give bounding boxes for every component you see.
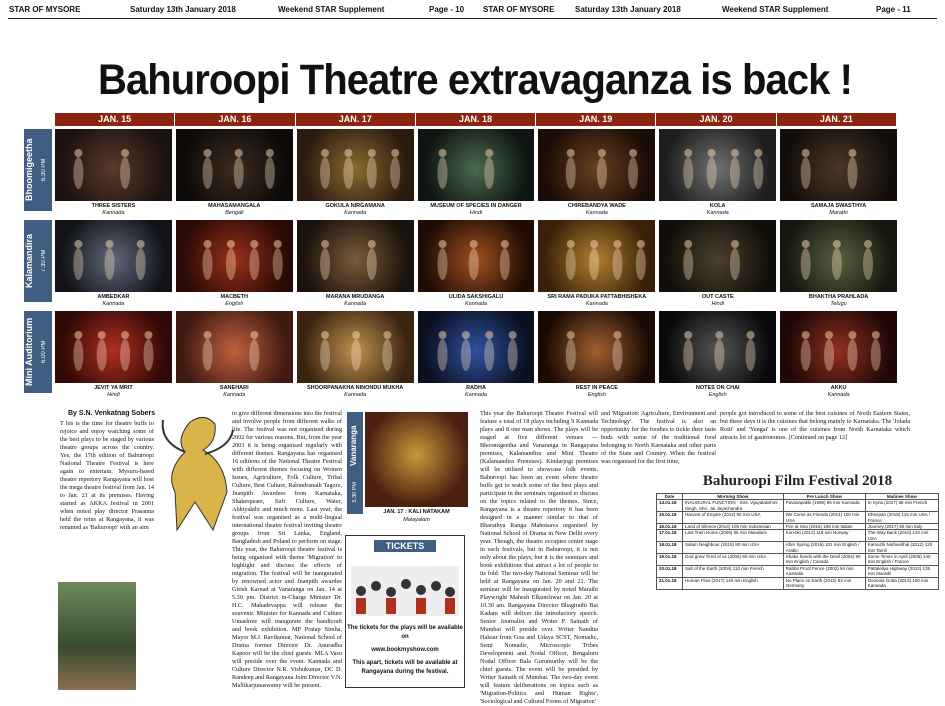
film-entry: Harvest of Empire (2012) 90 min USA [683, 512, 784, 524]
tickets-url[interactable]: www.bookmyshow.com [371, 647, 439, 653]
play-cell [659, 129, 776, 217]
play-title: CHIREBANDYA WADE [567, 203, 626, 209]
performer-figure [297, 311, 414, 383]
performer-figure [297, 129, 414, 201]
play-title: SAMAJA SWASTHYA [810, 203, 867, 209]
play-cell [176, 220, 293, 308]
play-photo [780, 129, 897, 201]
performer-figure [55, 311, 172, 383]
play-title: SRI RAMA PADUKA PATTABHISHEKA [547, 294, 647, 300]
film-row [657, 554, 939, 566]
vanaranga-label [347, 412, 363, 514]
date-label: JAN. 20 [656, 113, 776, 126]
play-cell [418, 129, 535, 217]
play-title: MAHASAMANGALA [208, 203, 261, 209]
play-photo [176, 220, 293, 292]
sculpture-photo [58, 582, 136, 690]
performer-figure [297, 220, 414, 292]
film-date: 21.01.18 [657, 577, 683, 589]
page-number-left: Page - 10 [429, 5, 465, 14]
play-language: Kannada [102, 210, 125, 216]
date-label: JAN. 16 [175, 113, 295, 126]
play-title: MUSEUM OF SPECIES IN DANGER [430, 203, 522, 209]
play-cell [538, 311, 655, 399]
date-label: JAN. 15 [55, 113, 175, 126]
play-photo [297, 311, 414, 383]
film-entry: Fire at Sea (2016) 108 min Italian [783, 524, 865, 530]
film-entry: Salam Neighbour (2015) 80 min USA [683, 542, 784, 554]
film-entry: Salt of the Earth (2004) 110 min French [683, 565, 784, 577]
play-title: AMBEDKAR [97, 294, 130, 300]
film-entry: Journey (2017) 90 min Italy [865, 524, 938, 530]
film-date: 14.01.18 [657, 500, 683, 512]
play-cell [659, 311, 776, 399]
play-language: Kannada [827, 392, 850, 398]
film-schedule-table [656, 493, 939, 590]
film-entry: Kon-tiki (2012) 118 min Norway [783, 530, 865, 542]
play-photo [297, 220, 414, 292]
play-cell [176, 311, 293, 399]
play-title: ULIDA SAKSHIGALU [448, 294, 504, 300]
film-date: 19.01.18 [657, 554, 683, 566]
tickets-line-2: This apart, tickets will be available at Rangayana during the festival. [352, 660, 458, 675]
performer-figure [176, 129, 293, 201]
page-header [0, 0, 945, 52]
film-entry: The Way Back (2010) 133 min USA [865, 530, 938, 542]
play-photo [780, 311, 897, 383]
performer-figure [659, 129, 776, 201]
play-title: REST IN PEACE [575, 385, 618, 391]
film-entry: Kamuzhi Nuthanithal (2012) 120 min Tamil [865, 542, 938, 554]
play-cell [780, 311, 897, 399]
film-col-header: Date [657, 494, 683, 500]
venue-label [24, 129, 52, 211]
play-photo [538, 311, 655, 383]
article-col-2: to give different dimensions into the festival and involve people from different walks of life. The festival was not organised during 2002 for various reasons. But, from the year 2003 it is being organised regularly with different themes. Rangayana has organised 16 editions of the National Theatre Festival with different themes focusing on Women Issues, Agriculture, Folk Culture, Tribal Culture, Best Culture, Rabindranath Tagore, Jnanpith Awardees from Karnataka, Shakespeare, Sufi Culture, Water, Abhiyakthi and much more. Last year, the festival was organised as a multi-lingual international theatre festival inviting theatre groups from Sri Lanka, England, Bangladesh and Poland to perform on stage. This year, the Bahuroopi theatre festival is being organised with theme 'Migration' to highlight and discuss the effects of migration. The festival will be inaugurated by renowned actor and Jnanpith awardee Girish Karnad at Vanaranga on Jan. 14 at 5.30 pm. District in-Charge Minister Dr. H.C. Mahadevappa will release the souvenir. Minister for Kannada and Culture Umashree will inaugurate the handicraft and book exhibition. MP Pratap Simha, Mayor M.J. Ravikumar, National School of Drama former Director Dr. Anuradha Kapoor will be the chief guests. MLA Vasu will preside over the event. Kannada and Culture Director N.R. Vishukumar, DC D. Randeep and Rangayana Joint Director V.N. Mallikarjunaswamy will be present. [232, 410, 342, 689]
tickets-box [345, 535, 465, 688]
film-row [657, 500, 939, 512]
page-number-right: Page - 11 [876, 5, 911, 14]
venue-label [24, 311, 52, 393]
byline: By S.N. Venkatnag Sobers [68, 410, 156, 417]
play-language: Kannada [706, 210, 729, 216]
play-photo [659, 311, 776, 383]
performer-figure [418, 220, 535, 292]
date-label: JAN. 18 [416, 113, 536, 126]
vanaranga-name: Vanaranga [349, 425, 358, 467]
play-cell [176, 129, 293, 217]
play-photo [780, 220, 897, 292]
film-row [657, 512, 939, 524]
venue-time: 7.30 PM [41, 249, 47, 273]
play-language: Kannada [585, 301, 608, 307]
play-title: NOTES ON CHAI [695, 385, 740, 391]
play-language: Kannada [344, 392, 367, 398]
venue-row [55, 220, 897, 308]
film-entry: Rabbit Proof Fence (2002) 94 min Australia [783, 565, 865, 577]
film-col-header: Pre Lunch Show [783, 494, 865, 500]
play-title: THREE SISTERS [91, 203, 136, 209]
performer-figure [659, 311, 776, 383]
film-col-header: Morning Show [683, 494, 784, 500]
film-entry: God grew Tired of us (2006) 90 min USA [683, 554, 784, 566]
performer-figure [55, 220, 172, 292]
film-row [657, 530, 939, 542]
play-cell [780, 220, 897, 308]
supplement-left: Weekend STAR Supplement [278, 5, 385, 14]
performer-figure [780, 220, 897, 292]
play-cell [55, 220, 172, 308]
play-language: Hindi [469, 210, 483, 216]
film-festival [656, 473, 939, 590]
film-col-header: Matinee Show [865, 494, 938, 500]
play-photo [659, 220, 776, 292]
tickets-line-1: The tickets for the plays will be available on [347, 625, 463, 640]
venue-name: Bhoomigeetha [24, 138, 34, 202]
film-entry: Land of Silence (2014) 105 min Indonesian [683, 524, 784, 530]
film-entry: After Spring (2016) 101 min English / Arabic [783, 542, 865, 554]
tickets-heading: TICKETS [374, 540, 436, 552]
venue-row [55, 311, 897, 399]
performer-figure [418, 311, 535, 383]
play-cell [538, 220, 655, 308]
film-row [657, 524, 939, 530]
film-entry: No Place on Earth (2012) 83 min Germany [783, 577, 865, 589]
film-entry: Shake hands with the Devil (2004) 90 min English / Canada [783, 554, 865, 566]
play-language: Marathi [829, 210, 848, 216]
play-title: SANEHARI [219, 385, 249, 391]
play-photo [538, 129, 655, 201]
play-photo [418, 311, 535, 383]
film-date: 16.01.18 [657, 524, 683, 530]
dancer-illustration [155, 412, 235, 532]
performer-figure [538, 311, 655, 383]
play-photo [55, 129, 172, 201]
film-row [657, 565, 939, 577]
crowd-illustration [346, 556, 464, 620]
play-language: Kannada [102, 301, 125, 307]
film-row [657, 542, 939, 554]
headline: Bahuroopi Theatre extravaganza is back ! [98, 56, 852, 104]
play-language: English [708, 392, 727, 398]
play-cell [780, 129, 897, 217]
performer-figure [538, 220, 655, 292]
kali-natakam-photo [365, 412, 468, 507]
play-language: Kannada [585, 210, 608, 216]
play-photo [418, 129, 535, 201]
play-photo [297, 129, 414, 201]
play-language: Hindi [107, 392, 120, 398]
film-entry: In Syria (2017) 85 min French [865, 500, 938, 512]
play-cell [659, 220, 776, 308]
play-cell [538, 129, 655, 217]
date-label: JAN. 17 [296, 113, 416, 126]
venue-time: 6.30 PM [41, 158, 47, 182]
film-entry: Doonola Gotta (2013) 100 min Kannada [865, 577, 938, 589]
play-language: Telugu [830, 301, 847, 307]
article-col-4: and 'Migration: Agriculture, Environment and Technology'. The festival is also an opportunity for the foodies to tickle their taste buds with some of the traditional food belonging to North Karnataka and other parts of the State and Country. When the festival was organised for the first time, [601, 410, 716, 465]
venue-label [24, 220, 52, 302]
film-date: 15.01.18 [657, 512, 683, 524]
play-title: RADHA [466, 385, 486, 391]
play-photo [55, 220, 172, 292]
performer-figure [780, 311, 897, 383]
play-language: Kannada [344, 301, 367, 307]
film-entry: Pavasapakki (1996) 96 min Kannada [783, 500, 865, 512]
play-language: Kannada [223, 392, 246, 398]
play-language: Kannada [344, 210, 367, 216]
film-date: 17.01.18 [657, 530, 683, 542]
performer-figure [538, 129, 655, 201]
paper-name-left: STAR OF MYSORE [9, 5, 81, 14]
play-cell [297, 220, 414, 308]
header-rule [8, 18, 937, 19]
venue-name: Mini Auditorium [24, 317, 34, 387]
performer-figure [176, 311, 293, 383]
film-entry: INAUGURAL FUNCTION - Smt. Vijayalakshmi Singh, Shri. Jai Jayachandra [683, 500, 784, 512]
venue-name: Kalamandira [24, 233, 34, 289]
film-entry: Pattaleliya Highway (2012) 135 min Marathi [865, 565, 938, 577]
play-language: English [587, 392, 606, 398]
play-title: JEVIT YA MRIT [94, 385, 133, 391]
play-title: MARANA MRUDANGA [325, 294, 385, 300]
vanaranga-lang: Malayalam [403, 517, 430, 523]
film-entry: Dheepan (2015) 115 min USA / France [865, 512, 938, 524]
performer-figure [418, 129, 535, 201]
film-entry: Last Train Home (2009) 85 min Mandarin [683, 530, 784, 542]
play-title: AKKU [830, 385, 847, 391]
play-cell [55, 311, 172, 399]
film-festival-title: Bahuroopi Film Festival 2018 [702, 473, 893, 489]
date-right: Saturday 13th January 2018 [575, 5, 681, 14]
play-title: MACBETH [220, 294, 249, 300]
vanaranga-caption: JAN. 17 : KALI NATAKAM [383, 509, 450, 515]
film-entry: Human Flow (2017) 140 min English [683, 577, 784, 589]
play-title: BHAKTHA PRAHLADA [808, 294, 869, 300]
play-title: GOKULA NIRGAMANA [325, 203, 385, 209]
play-photo [659, 129, 776, 201]
performer-figure [176, 220, 293, 292]
performer-figure [659, 220, 776, 292]
play-language: Kannada [464, 392, 488, 398]
play-language: English [225, 301, 244, 307]
play-cell [297, 129, 414, 217]
play-language: Hindi [711, 301, 724, 307]
play-photo [418, 220, 535, 292]
performer-figure [780, 129, 897, 201]
venue-time: 6.00 PM [41, 340, 47, 364]
article-col-1: T his is the time for theatre buffs to rejoice and enjoy watching some of the best plays to be staged by various theatre groups across the country. Yes, the 17th edition of Bahuroopi National Theatre Festival is here again to entertain. Mysuru-based theatre repertory Rangayana will host the mega theatre festival from Jan. 14 to Jan. 21 at its premises. Having started as AKKA festival in 2001 when noted play director Prasanna held the reins at Rangayana, it was renamed as 'Bahuroopi' with an aim [60, 420, 154, 531]
play-title: OUT CASTE [701, 294, 734, 300]
vanaranga-time: 5.30 PM [352, 482, 358, 503]
film-row [657, 577, 939, 589]
date-left: Saturday 13th January 2018 [130, 5, 236, 14]
play-language: Bengali [225, 210, 244, 216]
film-date: 18.01.18 [657, 542, 683, 554]
play-cell [418, 311, 535, 399]
play-cell [55, 129, 172, 217]
article-col-3: This year the Bahuroopi Theatre Festival will feature a total of 18 plays including 9 Kannada plays and 8 one man shows. The plays will be staged at five different venues — Bhoomigeetha and Vanaranga in Rangayana premises, Kalamandira and Mini Theatre (Kalamandira Premises). Kindarjogi premises will be utilised to showcase folk events. Bahuroopi has been an event where theatre buffs get to watch some of the best plays and participate in the seminars organised to discuss on the topics related to the themes. Since, Rangayana is a theatre repertory it has been designed in a manner similar to that of Bharathya Ranga Mahotsava organised by National School of Drama in New Delhi every year. Though, the theatre occupies centre stage in such festivals, but in Bahuroopi, it is not only about the plays, but it is the seminars and book exhibitions that attract a lot of people to its fold. The two-day National Seminar will be held at Rangayana on Jan. 20 and 21. The seminar will be inaugurated by noted Marathi Playwright Mahesh Elkunchwar on Jan. 20 at 10.30 am. Rangayana Director Bhagirathi Bai Kadam will deliver the introductory speech. Senior Journalist and Writer P. Sainath of Mumbai will preside over. Writer Nandita Haksar from Goa and Udaya SCST, Nomadic, Semi Nomadic, Microscopic Tribes Development and Nodal Officer, Bengaluru Nodal Officer Bala Gurumurthy will be the chief guests. The event will be presided by Writer Sainath of Mumbai. The two-day event will feature deliberations on topics such as 'Migration-Politics and Human Rights', 'Sociological and Cultural Forms of Migration' [480, 410, 598, 705]
paper-name-right: STAR OF MYSORE [483, 5, 555, 14]
play-photo [176, 311, 293, 383]
supplement-right: Weekend STAR Supplement [722, 5, 829, 14]
venue-row [55, 129, 897, 217]
date-bar [55, 113, 897, 126]
play-title: KOLA [709, 203, 726, 209]
play-title: SHOORPANAKHA NINONDU MUKHA [307, 385, 404, 391]
date-label: JAN. 21 [777, 113, 897, 126]
film-entry: We Come as Friends (2014) 100 min USA [783, 512, 865, 524]
play-photo [538, 220, 655, 292]
play-language: Kannada [464, 301, 488, 307]
film-entry: Some Times in April (2005) 140 min English / France [865, 554, 938, 566]
play-cell [418, 220, 535, 308]
schedule-grid [24, 113, 897, 398]
performer-figure [55, 129, 172, 201]
play-cell [297, 311, 414, 399]
date-label: JAN. 19 [536, 113, 656, 126]
play-photo [176, 129, 293, 201]
play-photo [55, 311, 172, 383]
article-col-5: people got introduced to some of the best cuisines of North Eastern States, but these days it is the cuisines that belong mainly to Karnataka. The 'Jolada Rotti' and 'Yengai' is one of the cuisines from North Karnataka which attracts lot of gastronomes. [Continued on page 12] [720, 410, 910, 441]
film-date: 20.01.18 [657, 565, 683, 577]
